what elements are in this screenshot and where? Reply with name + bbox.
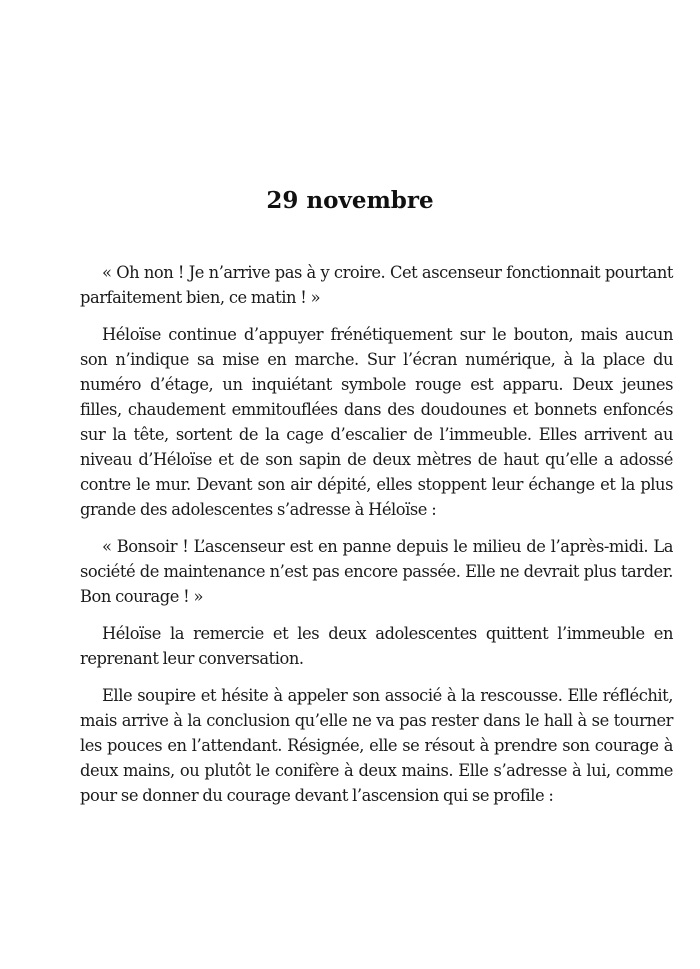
paragraph-dialogue-1: « Oh non ! Je n’arrive pas à y croire. Cet ascenseur fonctionnait pourtant parfaitement bien, ce matin ! » bbox=[80, 263, 673, 307]
chapter-title: 29 novembre bbox=[266, 187, 434, 214]
paragraph-narration-2: Héloïse la remercie et les deux adolescentes quittent l’immeuble en reprenant leur conversation. bbox=[80, 624, 673, 668]
paragraph-narration-3: Elle soupire et hésite à appeler son associé à la rescousse. Elle réfléchit, mais arrive à la conclusion qu’elle ne va pas rester dans le hall à se tourner les pouces en l’attendant. Résignée, elle se résout à prendre son courage à deux mains, ou plutôt le conifère à deux mains. Elle s’adresse à lui, comme pour se donner du courage devant l’ascension qui se profile : bbox=[80, 686, 673, 805]
paragraph-narration-1: Héloïse continue d’appuyer frénétiquement sur le bouton, mais aucun son n’indique sa mise en marche. Sur l’écran numérique, à la place du numéro d’étage, un inquiétant symbole rouge est apparu. Deux jeunes filles, chaudement emmitouflées dans des doudounes et bonnets enfoncés sur la tête, sortent de la cage d’escalier de l’immeuble. Elles arrivent au niveau d’Héloïse et de son sapin de deux mètres de haut qu’elle a adossé contre le mur. Devant son air dépité, elles stoppent leur échange et la plus grande des adolescentes s’adresse à Héloïse : bbox=[80, 325, 673, 519]
paragraph-dialogue-2: « Bonsoir ! L’ascenseur est en panne depuis le milieu de l’après-midi. La société de maintenance n’est pas encore passée. Elle ne devrait plus tarder. Bon courage ! » bbox=[80, 537, 673, 606]
chapter-body bbox=[80, 260, 673, 820]
